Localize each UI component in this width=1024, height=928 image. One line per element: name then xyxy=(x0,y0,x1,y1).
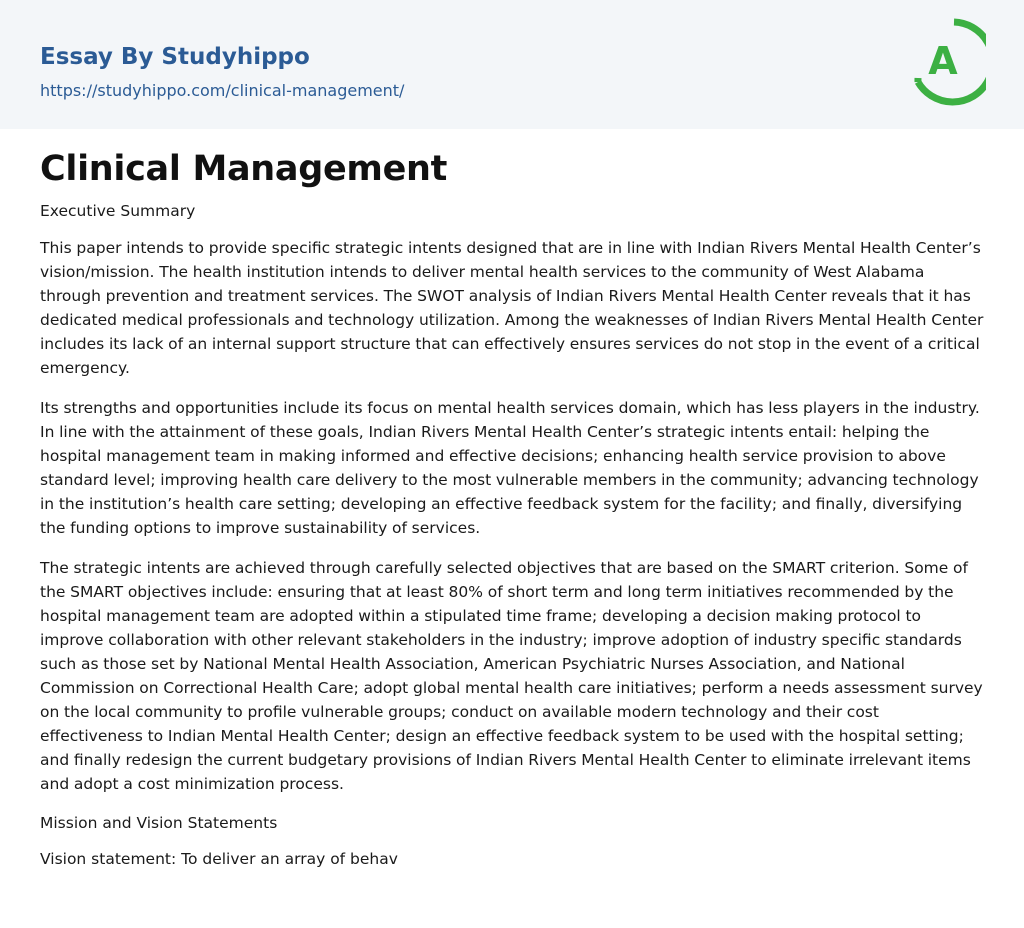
vision-statement-text: Vision statement: To deliver an array of behav xyxy=(40,850,398,868)
brand-link[interactable]: Essay By Studyhippo xyxy=(40,44,310,70)
page-title: Clinical Management xyxy=(40,149,448,189)
paragraph-2: Its strengths and opportunities include its focus on mental health services domain, which has less players in the industry. In line with the attainment of these goals, Indian Rivers Mental Health Center’s strategic intents entail: helping the hospital management team in making informed and effective decisions; enhancing health service provision to above standard level; improving health care delivery to the most vulnerable members in the community; advancing technology in the institution’s health care setting; developing an effective feedback system for the facility; and finally, diversifying the funding options to improve sustainability of services. xyxy=(40,399,980,537)
logo-letter: A xyxy=(928,39,958,83)
article-url-link[interactable]: https://studyhippo.com/clinical-management/ xyxy=(40,81,405,100)
paragraph-1: This paper intends to provide specific strategic intents designed that are in line with Indian Rivers Mental Health Center’s vision/mission. The health institution intends to deliver mental health services to the community of West Alabama through prevention and treatment services. The SWOT analysis of Indian Rivers Mental Health Center reveals that it has dedicated medical professionals and technology utilization. Among the weaknesses of Indian Rivers Mental Health Center includes its lack of an internal support structure that can effectively ensures services do not stop in the event of a critical emergency. xyxy=(40,239,984,377)
section-heading-mission-vision: Mission and Vision Statements xyxy=(40,814,278,832)
studyhippo-logo-icon[interactable] xyxy=(914,18,986,106)
site-header xyxy=(0,0,1024,129)
paragraph-3: The strategic intents are achieved through carefully selected objectives that are based on the SMART criterion. Some of the SMART objectives include: ensuring that at least 80% of short term and long term initiatives recommended by the hospital management team are adopted within a stipulated time frame; developing a decision making protocol to improve collaboration with other relevant stakeholders in the industry; improve adoption of industry specific standards such as those set by National Mental Health Association, American Psychiatric Nurses Association, and National Commission on Correctional Health Care; adopt global mental health care initiatives; perform a needs assessment survey on the local community to profile vulnerable groups; conduct on available modern technology and their cost effectiveness to Indian Mental Health Center; design an effective feedback system to be used with the hospital setting; and finally redesign the current budgetary provisions of Indian Rivers Mental Health Center to eliminate irrelevant items and adopt a cost minimization process. xyxy=(40,559,983,793)
section-heading-executive-summary: Executive Summary xyxy=(40,202,196,220)
article-body xyxy=(0,129,1024,870)
